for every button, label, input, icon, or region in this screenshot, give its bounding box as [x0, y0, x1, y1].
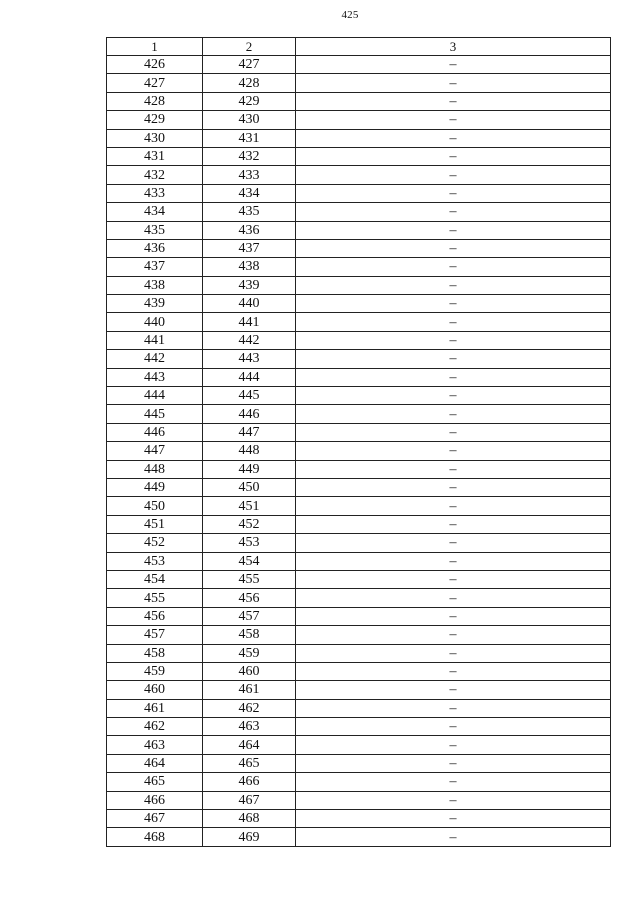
table-cell-col-1: 457 [107, 626, 203, 644]
table-cell-col-1: 448 [107, 460, 203, 478]
table-cell-col-3: – [296, 92, 611, 110]
table-row [107, 166, 611, 184]
table-row [107, 534, 611, 552]
table-cell-col-3: – [296, 681, 611, 699]
table-cell-col-2: 436 [203, 221, 296, 239]
table-cell-col-3: – [296, 828, 611, 846]
table-cell-col-3: – [296, 258, 611, 276]
table-row [107, 313, 611, 331]
column-header-3: 3 [296, 38, 611, 56]
table-cell-col-2: 466 [203, 773, 296, 791]
table-cell-col-3: – [296, 699, 611, 717]
table-cell-col-2: 463 [203, 718, 296, 736]
table-row [107, 736, 611, 754]
table-cell-col-1: 438 [107, 276, 203, 294]
table-cell-col-3: – [296, 184, 611, 202]
table-row [107, 331, 611, 349]
table-cell-col-1: 466 [107, 791, 203, 809]
table-cell-col-2: 448 [203, 442, 296, 460]
table-row [107, 460, 611, 478]
table-cell-col-3: – [296, 56, 611, 74]
table-row [107, 368, 611, 386]
table-cell-col-2: 437 [203, 239, 296, 257]
table-row [107, 607, 611, 625]
table-cell-col-2: 443 [203, 350, 296, 368]
table-cell-col-2: 457 [203, 607, 296, 625]
table-row [107, 478, 611, 496]
table-cell-col-2: 431 [203, 129, 296, 147]
table-row [107, 754, 611, 772]
column-header-1: 1 [107, 38, 203, 56]
table-cell-col-3: – [296, 626, 611, 644]
table-cell-col-2: 432 [203, 147, 296, 165]
table-row [107, 662, 611, 680]
table-cell-col-1: 462 [107, 718, 203, 736]
table-cell-col-2: 445 [203, 387, 296, 405]
table-row [107, 258, 611, 276]
table-cell-col-1: 456 [107, 607, 203, 625]
table-cell-col-3: – [296, 166, 611, 184]
table-cell-col-3: – [296, 221, 611, 239]
table-cell-col-1: 464 [107, 754, 203, 772]
table-cell-col-2: 440 [203, 295, 296, 313]
table-cell-col-1: 450 [107, 497, 203, 515]
table-header-row [107, 38, 611, 56]
table-cell-col-1: 468 [107, 828, 203, 846]
table-cell-col-1: 444 [107, 387, 203, 405]
table-cell-col-2: 446 [203, 405, 296, 423]
table-cell-col-2: 428 [203, 74, 296, 92]
table-cell-col-3: – [296, 552, 611, 570]
table-cell-col-1: 441 [107, 331, 203, 349]
table-cell-col-1: 442 [107, 350, 203, 368]
table-cell-col-3: – [296, 368, 611, 386]
table-cell-col-3: – [296, 111, 611, 129]
table-row [107, 552, 611, 570]
table-cell-col-1: 463 [107, 736, 203, 754]
table-row [107, 718, 611, 736]
table-cell-col-2: 438 [203, 258, 296, 276]
table-cell-col-3: – [296, 736, 611, 754]
table-row [107, 387, 611, 405]
table-cell-col-3: – [296, 313, 611, 331]
table-row [107, 184, 611, 202]
table-cell-col-2: 430 [203, 111, 296, 129]
table-cell-col-3: – [296, 515, 611, 533]
table-cell-col-2: 454 [203, 552, 296, 570]
table-cell-col-2: 434 [203, 184, 296, 202]
table-cell-col-2: 459 [203, 644, 296, 662]
table-cell-col-3: – [296, 331, 611, 349]
table-row [107, 295, 611, 313]
table-cell-col-3: – [296, 810, 611, 828]
table-cell-col-2: 452 [203, 515, 296, 533]
table-cell-col-1: 426 [107, 56, 203, 74]
table-cell-col-3: – [296, 442, 611, 460]
table-cell-col-3: – [296, 276, 611, 294]
table-cell-col-3: – [296, 718, 611, 736]
table-cell-col-2: 467 [203, 791, 296, 809]
table-cell-col-2: 447 [203, 423, 296, 441]
table-row [107, 423, 611, 441]
table-row [107, 515, 611, 533]
table-cell-col-1: 437 [107, 258, 203, 276]
table-body [107, 56, 611, 847]
table-cell-col-3: – [296, 570, 611, 588]
table-cell-col-2: 450 [203, 478, 296, 496]
table-row [107, 589, 611, 607]
table-cell-col-2: 435 [203, 203, 296, 221]
table-row [107, 810, 611, 828]
table-row [107, 111, 611, 129]
table-cell-col-1: 455 [107, 589, 203, 607]
table-cell-col-1: 458 [107, 644, 203, 662]
table-cell-col-3: – [296, 203, 611, 221]
table-cell-col-1: 433 [107, 184, 203, 202]
table-cell-col-2: 449 [203, 460, 296, 478]
table-cell-col-1: 447 [107, 442, 203, 460]
table-cell-col-3: – [296, 644, 611, 662]
table-cell-col-2: 461 [203, 681, 296, 699]
table-cell-col-2: 464 [203, 736, 296, 754]
table-cell-col-3: – [296, 423, 611, 441]
table-cell-col-2: 456 [203, 589, 296, 607]
table-cell-col-2: 451 [203, 497, 296, 515]
table-cell-col-1: 436 [107, 239, 203, 257]
table-cell-col-1: 432 [107, 166, 203, 184]
data-table-container [106, 37, 610, 847]
table-cell-col-1: 446 [107, 423, 203, 441]
table-cell-col-1: 449 [107, 478, 203, 496]
table-cell-col-2: 465 [203, 754, 296, 772]
table-cell-col-2: 460 [203, 662, 296, 680]
table-cell-col-1: 429 [107, 111, 203, 129]
table-row [107, 405, 611, 423]
table-cell-col-1: 431 [107, 147, 203, 165]
table-row [107, 828, 611, 846]
table-cell-col-2: 433 [203, 166, 296, 184]
table-cell-col-3: – [296, 147, 611, 165]
table-cell-col-2: 439 [203, 276, 296, 294]
data-table [106, 37, 611, 847]
table-row [107, 92, 611, 110]
table-cell-col-1: 460 [107, 681, 203, 699]
table-cell-col-2: 462 [203, 699, 296, 717]
table-cell-col-2: 455 [203, 570, 296, 588]
table-cell-col-1: 451 [107, 515, 203, 533]
table-cell-col-3: – [296, 387, 611, 405]
table-row [107, 276, 611, 294]
table-cell-col-1: 435 [107, 221, 203, 239]
table-cell-col-1: 445 [107, 405, 203, 423]
table-cell-col-1: 443 [107, 368, 203, 386]
table-cell-col-1: 439 [107, 295, 203, 313]
table-cell-col-3: – [296, 791, 611, 809]
table-cell-col-3: – [296, 497, 611, 515]
table-row [107, 681, 611, 699]
table-cell-col-1: 461 [107, 699, 203, 717]
table-row [107, 221, 611, 239]
table-cell-col-3: – [296, 460, 611, 478]
page-number: 425 [341, 9, 359, 21]
column-header-2: 2 [203, 38, 296, 56]
table-cell-col-3: – [296, 295, 611, 313]
table-row [107, 129, 611, 147]
table-cell-col-2: 458 [203, 626, 296, 644]
table-cell-col-1: 428 [107, 92, 203, 110]
table-cell-col-2: 442 [203, 331, 296, 349]
table-cell-col-3: – [296, 478, 611, 496]
table-cell-col-3: – [296, 662, 611, 680]
table-cell-col-1: 440 [107, 313, 203, 331]
table-row [107, 147, 611, 165]
table-cell-col-1: 427 [107, 74, 203, 92]
table-cell-col-2: 444 [203, 368, 296, 386]
table-cell-col-3: – [296, 534, 611, 552]
table-cell-col-1: 430 [107, 129, 203, 147]
table-row [107, 74, 611, 92]
table-cell-col-1: 454 [107, 570, 203, 588]
table-cell-col-3: – [296, 607, 611, 625]
table-row [107, 497, 611, 515]
table-cell-col-3: – [296, 74, 611, 92]
table-cell-col-1: 434 [107, 203, 203, 221]
table-row [107, 773, 611, 791]
table-cell-col-3: – [296, 350, 611, 368]
table-row [107, 570, 611, 588]
table-row [107, 239, 611, 257]
table-cell-col-1: 452 [107, 534, 203, 552]
table-cell-col-2: 453 [203, 534, 296, 552]
table-row [107, 791, 611, 809]
table-row [107, 644, 611, 662]
table-cell-col-2: 441 [203, 313, 296, 331]
table-cell-col-3: – [296, 405, 611, 423]
table-row [107, 56, 611, 74]
table-cell-col-2: 468 [203, 810, 296, 828]
table-cell-col-2: 429 [203, 92, 296, 110]
table-row [107, 350, 611, 368]
table-cell-col-3: – [296, 773, 611, 791]
table-cell-col-3: – [296, 129, 611, 147]
table-cell-col-1: 465 [107, 773, 203, 791]
table-row [107, 203, 611, 221]
table-cell-col-2: 427 [203, 56, 296, 74]
table-cell-col-3: – [296, 589, 611, 607]
table-cell-col-1: 467 [107, 810, 203, 828]
table-row [107, 699, 611, 717]
table-row [107, 442, 611, 460]
table-cell-col-1: 453 [107, 552, 203, 570]
table-cell-col-1: 459 [107, 662, 203, 680]
table-cell-col-2: 469 [203, 828, 296, 846]
table-cell-col-3: – [296, 239, 611, 257]
table-cell-col-3: – [296, 754, 611, 772]
table-row [107, 626, 611, 644]
